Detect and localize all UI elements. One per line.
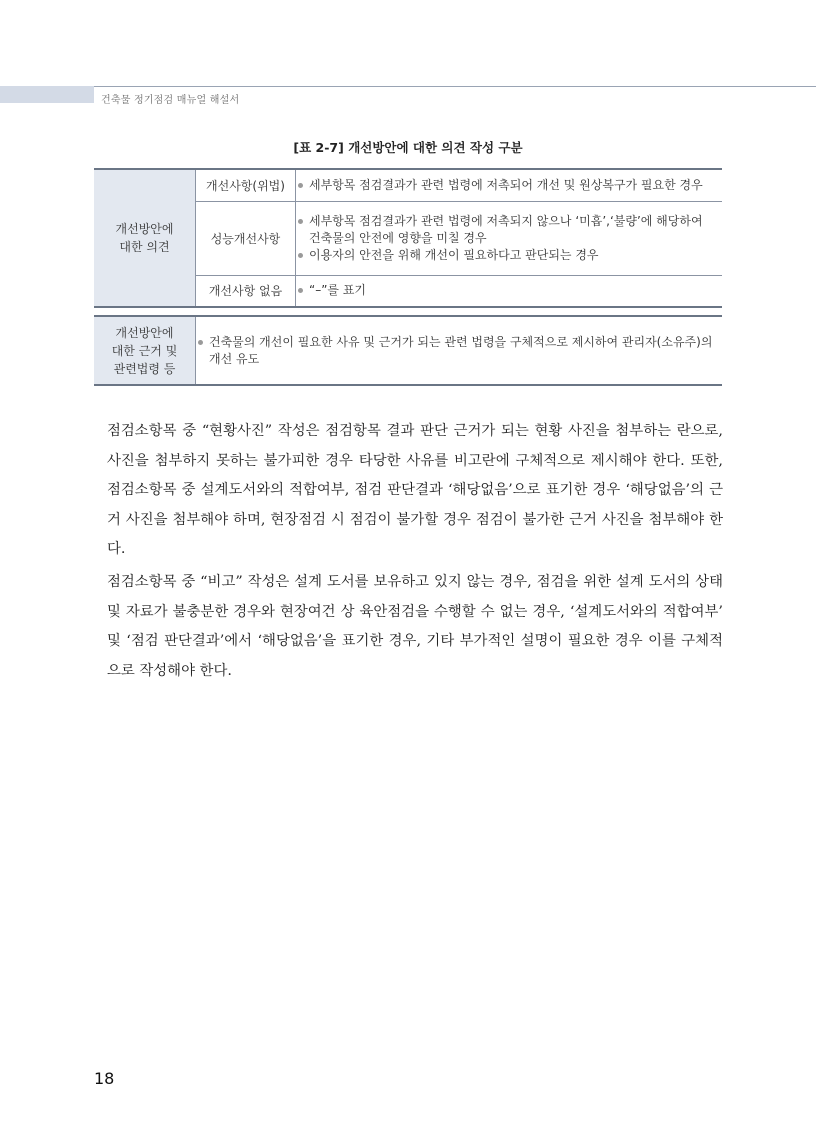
row-desc-illegal: [296, 169, 723, 201]
bullet-item: 건축물의 개선이 필요한 사유 및 근거가 되는 관련 법령을 구체적으로 제시하여 관리자(소유주)의: [196, 334, 722, 351]
table-caption: [표 2-7] 개선방안에 대한 의견 작성 구분: [293, 140, 523, 155]
bullet-item: 이용자의 안전을 위해 개선이 필요하다고 판단되는 경우: [296, 247, 722, 264]
row-desc-performance: [296, 201, 723, 275]
basis-label-line: 관련법령 등: [113, 361, 176, 376]
group-label-line: 개선방안에: [115, 222, 174, 236]
body-paragraph-remarks: 점검소항목 중 “비고” 작성은 설계 도서를 보유하고 있지 않는 경우, 점검을 위한 설계 도서의 상태 및 자료가 불충분한 경우와 현장여건 상 육안점검을 수행할 수 없는 경우, ‘설계도서와의 적합여부’ 및 ‘점검 판단결과’에서 ‘해당없음’을 표기한 경우, 기타 부가적인 설명이 필요한 경우 이를 구체적으로 작성해야 한다.: [107, 574, 723, 679]
header-rule: [0, 86, 816, 87]
row-label-none: 개선사항 없음: [196, 275, 296, 307]
bullet-item: “–”를 표기: [296, 282, 722, 299]
body-paragraph-photo: 점검소항목 중 “현황사진” 작성은 점검항목 결과 판단 근거가 되는 현황 사진을 첨부하는 란으로, 사진을 첨부하지 못하는 불가피한 경우 타당한 사유를 비고란에 구체적으로 제시해야 한다. 또한, 점검소항목 중 설계도서와의 적합여부, 점검 판단결과 ‘해당없음’으로 표기한 경우 ‘해당없음’의 근거 사진을 첨부해야 하며, 현장점검 시 점검이 불가할 경우 점검이 불가한 근거 사진을 첨부해야 한다.: [107, 423, 723, 558]
basis-label-line: 대한 근거 및: [111, 343, 178, 358]
basis-label-line: 개선방안에: [115, 325, 174, 340]
running-title: 건축물 정기점검 매뉴얼 해설서: [101, 95, 240, 106]
row-desc-none: [296, 275, 723, 307]
header-tab: [0, 86, 94, 103]
row-label-illegal: 개선사항(위법): [196, 169, 296, 201]
group-label-cell: [94, 169, 196, 307]
bullet-continuation: 개선 유도: [209, 351, 260, 366]
row-label-performance: 성능개선사항: [196, 201, 296, 275]
bullet-item: 세부항목 점검결과가 관련 법령에 저촉되어 개선 및 원상복구가 필요한 경우: [296, 177, 722, 194]
basis-desc: [196, 316, 723, 385]
basis-table: [94, 315, 722, 386]
opinion-table: [94, 168, 722, 308]
bullet-continuation: 건축물의 안전에 영향을 미칠 경우: [309, 230, 487, 245]
basis-label-cell: [94, 316, 196, 385]
group-label-line: 대한 의견: [119, 240, 170, 254]
bullet-item: 세부항목 점검결과가 관련 법령에 저촉되지 않으나 ‘미흡’,‘불량’에 해당하여: [296, 213, 722, 230]
page-number: 18: [94, 1069, 115, 1088]
